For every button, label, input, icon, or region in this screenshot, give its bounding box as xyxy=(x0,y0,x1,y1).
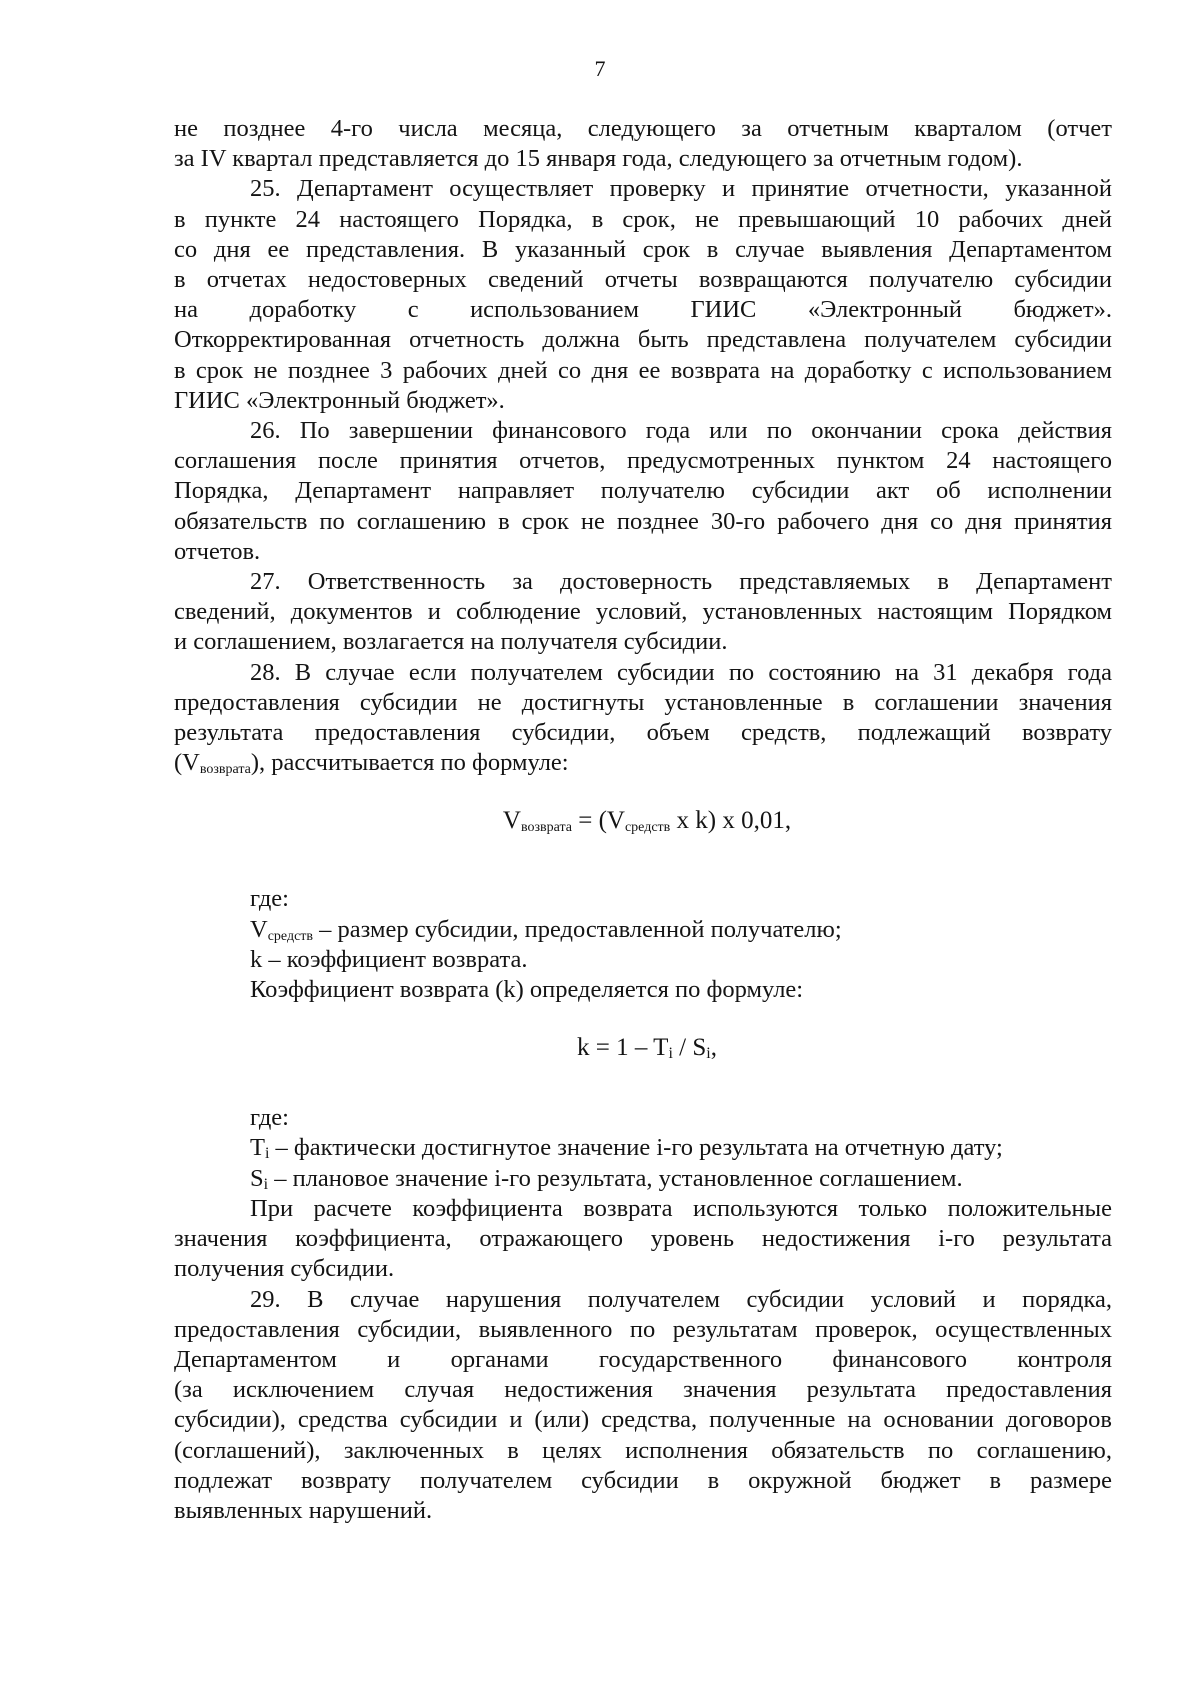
paragraph-27 xyxy=(174,567,1112,658)
subscript: средств xyxy=(624,820,671,836)
subscript: i xyxy=(264,1145,270,1163)
formula-symbol: S xyxy=(250,1164,264,1192)
paragraph-line: в отчетах недостоверных сведений отчеты возвращаются получателю субсидии xyxy=(174,266,1112,294)
text-fragment: (V xyxy=(174,749,200,777)
formula-return-volume xyxy=(174,806,1112,836)
paragraph-line: 29. В случае нарушения получателем субсидии условий и порядка, xyxy=(250,1285,1112,1313)
definition-line xyxy=(250,1164,1112,1194)
definition-text: – размер субсидии, предоставленной получателю; xyxy=(313,915,842,943)
formula-symbol: V xyxy=(250,915,268,943)
definition-text: – плановое значение i-го результата, установленное соглашением. xyxy=(268,1164,963,1192)
paragraph-line: результата предоставления субсидии, объем средств, подлежащий возврату xyxy=(174,719,1112,747)
paragraph-line: получения субсидии. xyxy=(174,1255,395,1283)
page-number: 7 xyxy=(594,56,606,81)
paragraph-line: 28. В случае если получателем субсидии по состоянию на 31 декабря года xyxy=(250,658,1112,686)
formula-symbol: V xyxy=(502,807,521,835)
subscript: средств xyxy=(267,928,314,944)
paragraph-25 xyxy=(174,174,1112,416)
formula-symbol: , xyxy=(710,1034,717,1062)
definitions-block-2 xyxy=(174,1103,1112,1194)
formula-return-coefficient xyxy=(174,1033,1112,1063)
paragraph-line: отчетов. xyxy=(174,537,261,565)
paragraph-line: (соглашений), заключенных в целях исполнения обязательств по соглашению, xyxy=(174,1436,1112,1464)
definition-line: k – коэффициент возврата. xyxy=(250,945,528,973)
paragraph-line: в срок не позднее 3 рабочих дней со дня ее возврата на доработку с использованием xyxy=(174,356,1112,384)
formula-symbol: / S xyxy=(672,1034,707,1062)
subscript: возврата xyxy=(520,820,572,836)
where-label: где: xyxy=(250,885,289,913)
definition-line: Коэффициент возврата (k) определяется по формуле: xyxy=(250,976,804,1004)
paragraph-28 xyxy=(174,658,1112,779)
paragraph-line: обязательств по соглашению в срок не позднее 30-го рабочего дня со дня принятия xyxy=(174,507,1112,535)
paragraph-line: Порядка, Департамент направляет получателю субсидии акт об исполнении xyxy=(174,477,1112,505)
subscript: i xyxy=(668,1045,673,1063)
document-body xyxy=(174,114,1112,1526)
paragraph-line: (за исключением случая недостижения значения результата предоставления xyxy=(174,1376,1112,1404)
paragraph-line xyxy=(174,748,1112,778)
paragraph-line: предоставления субсидии, выявленного по результатам проверок, осуществленных xyxy=(174,1315,1112,1343)
paragraph-line: подлежат возврату получателем субсидии в окружной бюджет в размере xyxy=(174,1466,1112,1494)
subscript: i xyxy=(706,1045,711,1063)
subscript: i xyxy=(263,1175,269,1193)
paragraph-line: предоставления субсидии не достигнуты установленные в соглашении значения xyxy=(174,688,1112,716)
paragraph-line: сведений, документов и соблюдение условий, установленных настоящим Порядком xyxy=(174,598,1112,626)
paragraph-line: за IV квартал представляется до 15 января года, следующего за отчетным годом). xyxy=(174,145,1023,173)
paragraph-line: 25. Департамент осуществляет проверку и принятие отчетности, указанной xyxy=(250,175,1112,203)
definition-line xyxy=(250,1133,1112,1163)
paragraph-line: выявленных нарушений. xyxy=(174,1496,433,1524)
paragraph-line: субсидии), средства субсидии и (или) средства, полученные на основании договоров xyxy=(174,1406,1112,1434)
paragraph-line: Откорректированная отчетность должна быть представлена получателем субсидии xyxy=(174,326,1112,354)
paragraph-line: не позднее 4-го числа месяца, следующего за отчетным кварталом (отчет xyxy=(174,115,1112,142)
paragraph-line: соглашения после принятия отчетов, предусмотренных пунктом 24 настоящего xyxy=(174,447,1112,475)
definitions-block-1 xyxy=(174,884,1112,1005)
paragraph-line: на доработку с использованием ГИИС «Электронный бюджет». xyxy=(174,296,1112,324)
paragraph-line: Департаментом и органами государственного финансового контроля xyxy=(174,1345,1112,1373)
paragraph-line: со дня ее представления. В указанный срок в случае выявления Департаментом xyxy=(174,235,1112,263)
formula-symbol: T xyxy=(250,1134,265,1162)
definition-text: – фактически достигнутое значение i-го результата на отчетную дату; xyxy=(269,1134,1003,1162)
subscript: возврата xyxy=(199,762,251,778)
paragraph-line: в пункте 24 настоящего Порядка, в срок, не превышающий 10 рабочих дней xyxy=(174,205,1112,233)
formula-symbol: = (V xyxy=(571,807,625,835)
formula-symbol: k = 1 – T xyxy=(577,1034,669,1062)
definition-line xyxy=(250,915,1112,945)
formula-symbol: x k) x 0,01, xyxy=(670,807,792,835)
paragraph-line: ГИИС «Электронный бюджет». xyxy=(174,386,505,414)
paragraph-line: При расчете коэффициента возврата используются только положительные xyxy=(250,1194,1112,1222)
paragraph-line: 27. Ответственность за достоверность представляемых в Департамент xyxy=(250,568,1112,596)
paragraph-line: и соглашением, возлагается на получателя субсидии. xyxy=(174,628,728,656)
where-label: где: xyxy=(250,1104,289,1132)
paragraph-26 xyxy=(174,416,1112,567)
paragraph-intro xyxy=(174,114,1112,174)
text-fragment: ), рассчитывается по формуле: xyxy=(250,749,569,777)
paragraph-line: 26. По завершении финансового года или по окончании срока действия xyxy=(250,417,1112,445)
paragraph-calc xyxy=(174,1194,1112,1285)
paragraph-line: значения коэффициента, отражающего уровень недостижения i-го результата xyxy=(174,1225,1112,1253)
paragraph-29 xyxy=(174,1285,1112,1527)
